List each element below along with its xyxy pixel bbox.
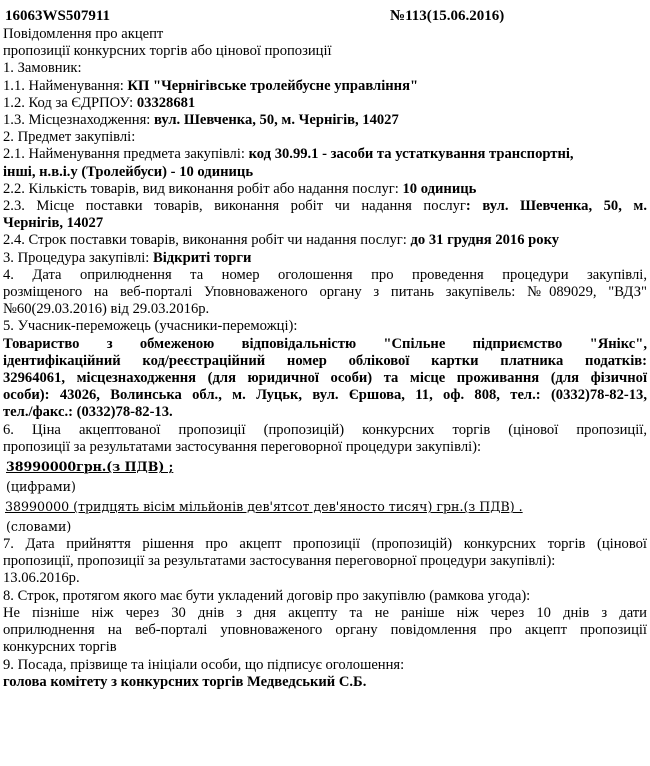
price-digits-caption: (цифрами) bbox=[6, 479, 76, 495]
procedure-value: Відкриті торги bbox=[153, 249, 252, 266]
delivery-term-value: до 31 грудня 2016 року bbox=[410, 232, 560, 249]
document-code: 16063WS507911 bbox=[5, 8, 111, 24]
document-header bbox=[3, 6, 647, 26]
quantity-row bbox=[3, 181, 647, 198]
notice-title-line1: Повідомлення про акцепт bbox=[3, 26, 164, 42]
quantity-label: 2.2. Кількість товарів, вид виконання робіт або надання послуг: bbox=[3, 180, 403, 197]
procedure-label: 3. Процедура закупівлі: bbox=[3, 249, 153, 266]
signatory-heading: 9. Посада, прізвище та ініціали особи, що підписує оголошення: bbox=[3, 656, 405, 673]
announcement-line2: розміщеного на веб-порталі Уповноваженого органу з питань закупівель: №089029, "ВДЗ" bbox=[3, 284, 647, 301]
acceptance-date-value: 13.06.2016р. bbox=[3, 570, 80, 587]
procedure-row bbox=[3, 250, 647, 267]
winner-line2: ідентифікаційний код/реєстраційний номер облікової картки платника податків: bbox=[3, 352, 647, 369]
contract-term-line1: Не пізніше ніж через 30 днів з дня акцепту та не раніше ніж через 10 днів з дати bbox=[3, 604, 647, 621]
price-words-caption: (словами) bbox=[6, 519, 72, 535]
contract-term-line3: конкурсних торгів bbox=[3, 639, 117, 656]
delivery-term-row bbox=[3, 232, 647, 249]
acceptance-date-line1: 7. Дата прийняття рішення про акцепт пропозиції (пропозицій) конкурсних торгів (цінової bbox=[3, 536, 647, 553]
customer-name-value: КП "Чернігівське тролейбусне управління" bbox=[127, 77, 419, 94]
customer-code-row bbox=[3, 95, 647, 112]
delivery-place-continued bbox=[3, 215, 647, 232]
winner-line5: тел./факс.: (0332)78-82-13. bbox=[3, 404, 173, 421]
section-5-heading: 5. Учасник-переможець (учасники-переможці): bbox=[3, 318, 298, 335]
customer-code-value: 03328681 bbox=[136, 94, 196, 111]
acceptance-date-line2: пропозиції, пропозиції за результатами застосування переговорної процедури закупівлі): bbox=[3, 553, 556, 570]
delivery-place-value-line1: : вул. Шевченка, 50, м. bbox=[465, 198, 647, 215]
signatory-value: голова комітету з конкурсних торгів Медведський С.Б. bbox=[3, 673, 367, 690]
customer-name-label: 1.1. Найменування: bbox=[3, 77, 128, 94]
procurement-item-row bbox=[3, 146, 647, 163]
customer-location-value: вул. Шевченка, 50, м. Чернігів, 14027 bbox=[154, 112, 399, 129]
procurement-item-value-line1: код 30.99.1 - засоби та устаткування транспортні, bbox=[248, 146, 574, 163]
customer-code-label: 1.2. Код за ЄДРПОУ: bbox=[3, 94, 137, 111]
delivery-place-label: 2.3. Місце поставки товарів, виконання робіт чи надання послуг bbox=[3, 198, 466, 215]
price-words-value: 38990000 (тридцять вісім мільйонів дев'ятсот дев'яносто тисяч) грн.(з ПДВ) . bbox=[5, 499, 523, 515]
price-heading-line1: 6. Ціна акцептованої пропозиції (пропозицій) конкурсних торгів (цінової пропозиції, bbox=[3, 421, 647, 438]
announcement-line1: 4. Дата оприлюднення та номер оголошення про проведення процедури закупівлі, bbox=[3, 266, 647, 283]
customer-location-label: 1.3. Місцезнаходження: bbox=[3, 112, 155, 129]
contract-term-heading: 8. Строк, протягом якого має бути укладений договір про закупівлю (рамкова угода): bbox=[3, 587, 531, 604]
procurement-item-continued bbox=[3, 164, 647, 181]
winner-line1: Товариство з обмеженою відповідальністю "Спільне підприємство "Янікс", bbox=[3, 335, 647, 352]
section-2-heading: 2. Предмет закупівлі: bbox=[3, 129, 136, 146]
contract-term-line2: оприлюднення на веб-порталі уповноваженого органу повідомлення про акцепт пропозиції bbox=[3, 622, 647, 639]
section-1-heading: 1. Замовник: bbox=[3, 60, 82, 77]
procurement-item-value-line2: інші, н.в.і.у (Тролейбуси) - 10 одиниць bbox=[3, 163, 254, 180]
delivery-place-row bbox=[3, 198, 647, 215]
procurement-item-label: 2.1. Найменування предмета закупівлі: bbox=[3, 146, 249, 163]
price-words-row bbox=[3, 496, 647, 518]
delivery-term-label: 2.4. Строк поставки товарів, виконання робіт чи надання послуг: bbox=[3, 232, 411, 249]
announcement-line3: №60(29.03.2016) від 29.03.2016р. bbox=[3, 301, 210, 318]
quantity-value: 10 одиниць bbox=[402, 180, 477, 197]
notice-title-line2: пропозиції конкурсних торгів або цінової пропозиції bbox=[3, 43, 332, 60]
customer-location-row bbox=[3, 112, 647, 129]
winner-line4: особи): 43026, Волинська обл., м. Луцьк, вул. Єршова, 11, оф. 808, тел.: (0332)78-82-13, bbox=[3, 387, 647, 404]
delivery-place-value-line2: Чернігів, 14027 bbox=[3, 215, 104, 232]
price-digits-value: 38990000грн.(з ПДВ) ; bbox=[6, 459, 174, 475]
price-heading-line2: пропозиції за результатами застосування переговорної процедури закупівлі): bbox=[3, 438, 482, 455]
customer-name-row bbox=[3, 78, 647, 95]
winner-line3: 32964061, місцезнаходження (для юридичної особи) та місце проживання (для фізичної bbox=[3, 370, 647, 387]
price-digits-row bbox=[3, 456, 647, 478]
issue-number: №113(15.06.2016) bbox=[390, 8, 505, 24]
